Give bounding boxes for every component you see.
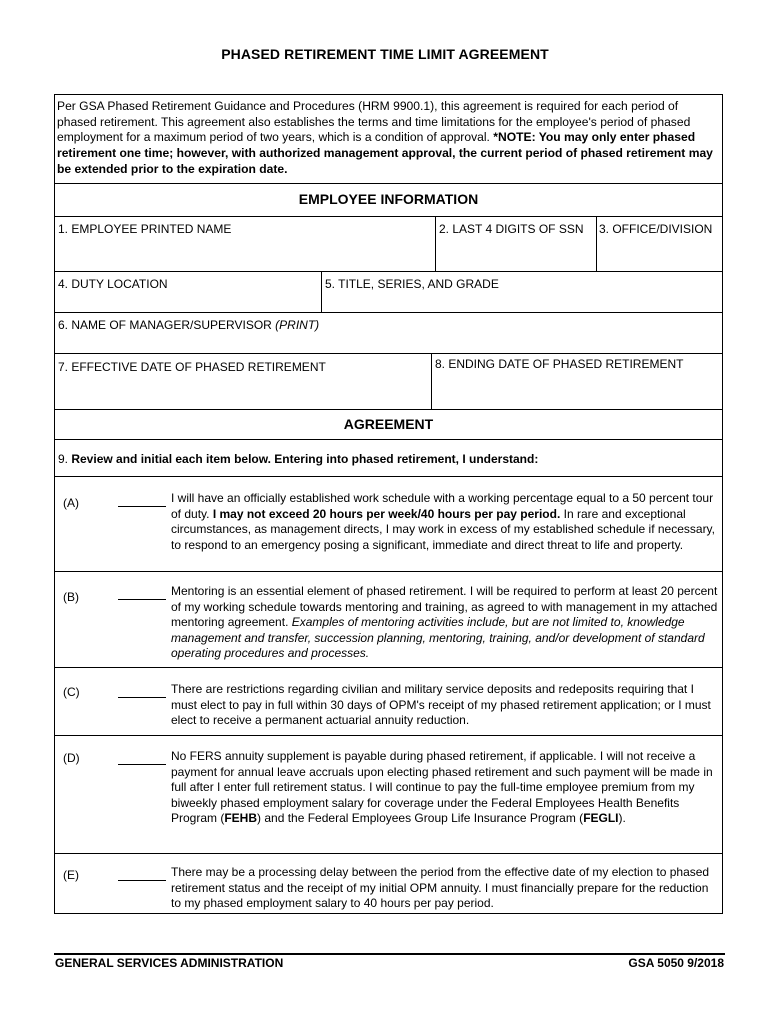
item-a-initial-blank[interactable]: [118, 491, 166, 507]
item-d-text-1: No FERS annuity supplement is payable during phased retirement, if applicable. I will not receive a payment for annual leave accruals upon electing phased retirement and such payment will be made in full after I enter full retirement status. I will continue to pay the full-time employee premium from my biweekly phased employment salary for coverage under the Federal Employees Health Benefits Program (: [171, 749, 713, 826]
agreement-heading: AGREEMENT: [343, 416, 434, 432]
item-b-text-1: Mentoring is an essential element of phased retirement. I will be required to perform at least 20 percent of my working schedule towards mentoring and training, as agreed to with management in my attached mentoring agreement.: [171, 584, 718, 630]
item-a-letter: (A): [63, 496, 79, 510]
item-9-number: 9.: [58, 452, 72, 466]
office-division-label: 3. OFFICE/DIVISION: [599, 222, 713, 236]
item-d-letter: (D): [63, 751, 80, 765]
item-9-text: Review and initial each item below. Entering into phased retirement, I understand:: [71, 452, 539, 466]
item-b-text: [171, 584, 719, 662]
item-e-text-1: There may be a processing delay between the period from the effective date of my election to phased retirement status and the receipt of my initial OPM annuity. I must financially prepare for the reduction to my phased employment salary to 40 hours per pay period.: [171, 865, 710, 911]
manager-name-label: 6. NAME OF MANAGER/SUPERVISOR: [58, 318, 276, 332]
item-b-initial-blank[interactable]: [118, 584, 166, 600]
intro-note: *NOTE: You may only enter phased retirement one time; however, with authorized management approval, the current period of phased retirement may be extended prior to the expiration date.: [57, 130, 713, 176]
manager-name-field[interactable]: [55, 312, 722, 354]
item-c-text-1: There are restrictions regarding civilian and military service deposits and redeposits requiring that I must elect to pay in full within 30 days of OPM's receipt of my phased retirement application; or I must elect to receive a permanent actuarial annuity reduction.: [171, 682, 711, 728]
page-title: PHASED RETIREMENT TIME LIMIT AGREEMENT: [221, 46, 549, 62]
item-c-rule: [55, 735, 722, 736]
employee-info-heading: EMPLOYEE INFORMATION: [298, 191, 479, 207]
ending-date-field[interactable]: [431, 353, 722, 410]
item-d-text-2: ) and the Federal Employees Group Life Insurance Program (: [257, 811, 584, 826]
item-9-rule: [55, 476, 722, 477]
item-b-rule: [55, 667, 722, 668]
footer-rule: [54, 953, 725, 955]
item-d-fehb: FEHB: [224, 811, 258, 826]
manager-name-print-note: (PRINT): [275, 318, 320, 332]
agreement-top-rule: [55, 409, 722, 410]
item-c-initial-blank[interactable]: [118, 682, 166, 698]
office-division-field[interactable]: [596, 216, 722, 272]
item-e-letter: (E): [63, 868, 79, 882]
employee-name-label: 1. EMPLOYEE PRINTED NAME: [58, 222, 232, 236]
item-d-text: [171, 749, 719, 827]
item-a-text-1: I will have an officially established work schedule with a working percentage equal to a 50 percent tour of duty.: [171, 491, 714, 521]
item-b-letter: (B): [63, 590, 79, 604]
effective-date-label: 7. EFFECTIVE DATE OF PHASED RETIREMENT: [58, 360, 326, 374]
item-a-rule: [55, 571, 722, 572]
item-d-fegli: FEGLI: [583, 811, 619, 826]
item-c-letter: (C): [63, 685, 80, 699]
intro-text: Per GSA Phased Retirement Guidance and Procedures (HRM 9900.1), this agreement is required for each period of phased retirement. This agreement also establishes the terms and time limitations for the employee's period of phased employment for a maximum period of two years, which is a condition of approval.: [57, 99, 691, 145]
item-b-text-italic: Examples of mentoring activities include, but are not limited to, knowledge management and transfer, succession planning, mentoring, training, and/or development of standard operating procedures and processes.: [171, 615, 705, 661]
item-d-text-3: ).: [618, 811, 626, 826]
item-a-text: [171, 491, 719, 553]
ssn-label: 2. LAST 4 DIGITS OF SSN: [439, 222, 584, 236]
footer-form-number: GSA 5050 9/2018: [628, 956, 724, 970]
item-c-text: [171, 682, 719, 729]
ending-date-label: 8. ENDING DATE OF PHASED RETIREMENT: [435, 357, 684, 371]
item-d-rule: [55, 853, 722, 854]
item-e-text: [171, 865, 719, 912]
agreement-heading-rule: [55, 439, 722, 440]
footer-agency: GENERAL SERVICES ADMINISTRATION: [55, 956, 284, 970]
item-9-instruction: [55, 452, 722, 466]
intro-paragraph: [55, 95, 722, 184]
item-a-text-2: In rare and exceptional circumstances, as management directs, I may work in excess of my established schedule if necessary, to respond to an emergency posing a significant, immediate and direct threat to life and property.: [171, 506, 716, 552]
item-a-text-bold: I may not exceed 20 hours per week/40 hours per pay period.: [212, 506, 561, 521]
employee-name-field[interactable]: [55, 216, 435, 272]
title-series-grade-field[interactable]: [321, 271, 722, 313]
item-e-initial-blank[interactable]: [118, 865, 166, 881]
title-series-grade-label: 5. TITLE, SERIES, AND GRADE: [325, 277, 499, 291]
agreement-form: [54, 94, 723, 914]
duty-location-label: 4. DUTY LOCATION: [58, 277, 168, 291]
effective-date-field[interactable]: [55, 353, 431, 410]
item-d-initial-blank[interactable]: [118, 749, 166, 765]
ssn-field[interactable]: [435, 216, 596, 272]
duty-location-field[interactable]: [55, 271, 321, 313]
